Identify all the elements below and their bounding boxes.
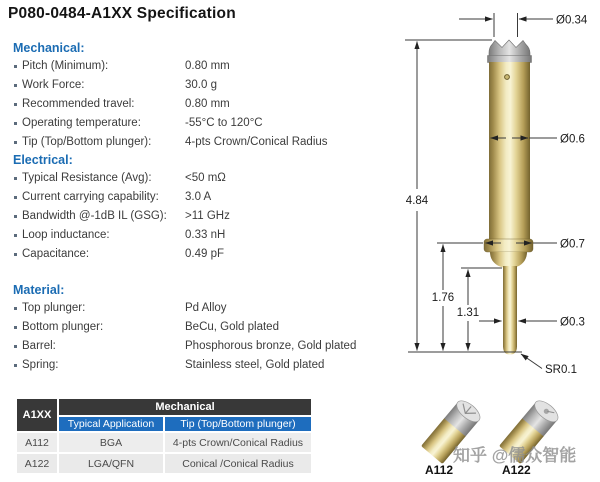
spec-row xyxy=(0,318,356,337)
spec-row xyxy=(0,226,230,245)
spec-row xyxy=(0,57,328,76)
spec-value: 0.80 mm xyxy=(185,60,230,72)
section-heading: Electrical: xyxy=(13,153,73,167)
bullet-icon xyxy=(14,364,17,367)
watermark: 知乎 @儒众智能 xyxy=(453,446,577,465)
pin-barrel xyxy=(489,62,530,239)
bullet-icon xyxy=(14,234,17,237)
spec-label: Bandwidth @-1dB IL (GSG): xyxy=(22,210,167,222)
table-cell: BGA xyxy=(59,433,163,452)
bullet-icon xyxy=(14,253,17,256)
bullet-icon xyxy=(14,141,17,144)
table-subheader-tip: Tip (Top/Bottom plunger) xyxy=(165,417,311,431)
spec-label: Loop inductance: xyxy=(22,229,110,241)
spec-row xyxy=(0,114,328,133)
bullet-icon xyxy=(14,103,17,106)
spec-row xyxy=(0,245,230,264)
variant-table xyxy=(17,399,311,473)
spec-row xyxy=(0,133,328,152)
bullet-icon xyxy=(14,84,17,87)
dim-tip-radius: SR0.1 xyxy=(545,364,577,376)
spec-label: Tip (Top/Bottom plunger): xyxy=(22,136,152,148)
spec-label: Top plunger: xyxy=(22,302,86,314)
spec-row xyxy=(0,95,328,114)
spec-row xyxy=(0,299,356,318)
spec-label: Current carrying capability: xyxy=(22,191,159,203)
page-title: P080-0484-A1XX Specification xyxy=(8,5,236,22)
spec-row xyxy=(0,207,230,226)
spec-row xyxy=(0,188,230,207)
pin-bulb xyxy=(490,252,527,268)
spec-row xyxy=(0,169,230,188)
bullet-icon xyxy=(14,326,17,329)
bullet-icon xyxy=(14,215,17,218)
spec-label: Recommended travel: xyxy=(22,98,135,110)
bullet-icon xyxy=(14,345,17,348)
photo-label-a122: A122 xyxy=(502,463,531,477)
technical-drawing xyxy=(395,0,600,482)
spec-value: 0.49 pF xyxy=(185,248,224,260)
bullet-icon xyxy=(14,122,17,125)
spec-row xyxy=(0,337,356,356)
spec-value: -55°C to 120°C xyxy=(185,117,263,129)
table-cell: Conical /Conical Radius xyxy=(165,454,311,473)
bullet-icon xyxy=(14,196,17,199)
section-electrical xyxy=(0,151,230,264)
spec-value: Phosphorous bronze, Gold plated xyxy=(185,340,357,352)
spec-row xyxy=(0,76,328,95)
bullet-icon xyxy=(14,65,17,68)
section-material xyxy=(0,281,356,375)
pin-collar xyxy=(484,239,533,252)
photo-label-a112: A112 xyxy=(425,463,454,477)
section-heading: Material: xyxy=(13,283,65,297)
table-group-header: Mechanical xyxy=(59,399,311,415)
pin-plunger xyxy=(503,266,517,347)
spec-value: 4-pts Crown/Conical Radius xyxy=(185,136,328,148)
dim-tip-diameter: Ø0.34 xyxy=(556,14,588,27)
section-mechanical xyxy=(0,39,328,152)
table-subheader-application: Typical Application xyxy=(59,417,163,431)
spec-row xyxy=(0,356,356,375)
spec-label: Typical Resistance (Avg): xyxy=(22,172,152,184)
pin-barrel-hole-icon xyxy=(505,75,510,80)
spec-label: Barrel: xyxy=(22,340,56,352)
spec-label: Work Force: xyxy=(22,79,85,91)
pogo-pin-drawing xyxy=(484,40,533,355)
section-heading: Mechanical: xyxy=(13,41,85,55)
pin-crown-band xyxy=(488,56,532,63)
spec-value: 3.0 A xyxy=(185,191,212,203)
spec-label: Bottom plunger: xyxy=(22,321,104,333)
dim-plunger-length: 1.31 xyxy=(456,307,480,319)
spec-value: 0.33 nH xyxy=(185,229,226,241)
spec-label: Spring: xyxy=(22,359,59,371)
spec-value: Stainless steel, Gold plated xyxy=(185,359,325,371)
table-cell: LGA/QFN xyxy=(59,454,163,473)
spec-value: 0.80 mm xyxy=(185,98,230,110)
dim-barrel-diameter: Ø0.6 xyxy=(560,133,585,146)
spec-value: <50 mΩ xyxy=(185,172,226,184)
table-corner-header: A1XX xyxy=(17,399,57,431)
spec-value: BeCu, Gold plated xyxy=(185,321,279,333)
table-cell: A112 xyxy=(17,433,57,452)
dim-collar-diameter: Ø0.7 xyxy=(560,238,585,251)
spec-value: Pd Alloy xyxy=(185,302,227,314)
pin-plunger-tip xyxy=(503,346,517,355)
spec-value: >11 GHz xyxy=(185,210,230,222)
spec-label: Pitch (Minimum): xyxy=(22,60,109,72)
table-cell: A122 xyxy=(17,454,57,473)
bullet-icon xyxy=(14,177,17,180)
dim-plunger-diameter: Ø0.3 xyxy=(560,316,585,329)
spec-label: Operating temperature: xyxy=(22,117,141,129)
spec-label: Capacitance: xyxy=(22,248,90,260)
bullet-icon xyxy=(14,307,17,310)
dim-overall-length: 4.84 xyxy=(405,195,429,207)
table-cell: 4-pts Crown/Conical Radius xyxy=(165,433,311,452)
spec-value: 30.0 g xyxy=(185,79,217,91)
dim-lower-length: 1.76 xyxy=(431,292,455,304)
